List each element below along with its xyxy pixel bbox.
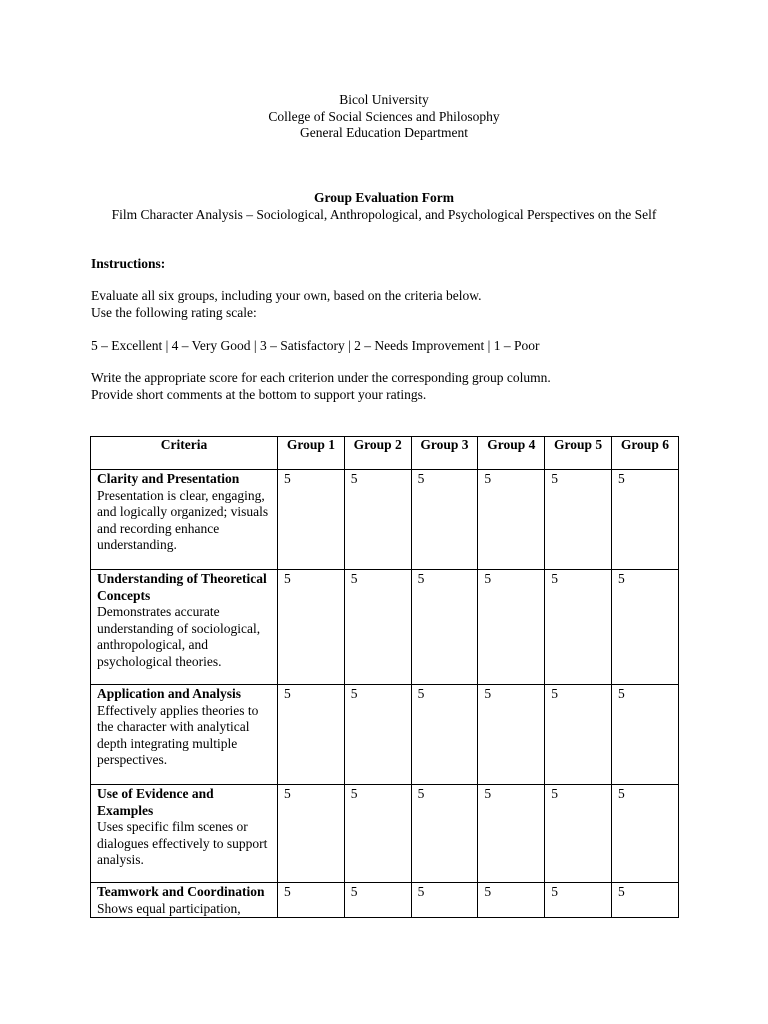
header-group-3: Group 3	[411, 437, 478, 470]
criterion-cell	[91, 883, 278, 918]
score-cell[interactable]: 5	[278, 470, 345, 570]
score-cell[interactable]: 5	[545, 785, 612, 883]
instructions-heading: Instructions:	[91, 256, 166, 271]
criterion-cell	[91, 570, 278, 685]
criterion-description: Presentation is clear, engaging, and logically organized; visuals and recording enhance understanding.	[97, 487, 269, 552]
header-criteria: Criteria	[91, 437, 278, 470]
score-cell[interactable]: 5	[545, 883, 612, 918]
criterion-title: Application and Analysis	[97, 686, 242, 701]
college-name: College of Social Sciences and Philosophy	[268, 108, 500, 124]
score-cell[interactable]: 5	[611, 785, 678, 883]
header-group-4: Group 4	[478, 437, 545, 470]
score-cell[interactable]: 5	[344, 883, 411, 918]
score-cell[interactable]: 5	[545, 470, 612, 570]
score-cell[interactable]: 5	[344, 570, 411, 685]
score-cell[interactable]: 5	[344, 470, 411, 570]
score-cell[interactable]: 5	[611, 883, 678, 918]
instructions-line-2: Use the following rating scale:	[91, 304, 257, 320]
criterion-title: Teamwork and Coordination	[97, 884, 265, 899]
table-header-row	[91, 437, 679, 470]
table-row	[91, 685, 679, 785]
header-group-1: Group 1	[278, 437, 345, 470]
score-cell[interactable]: 5	[478, 883, 545, 918]
criterion-description: Uses specific film scenes or dialogues effectively to support analysis.	[97, 819, 268, 867]
criterion-description: Demonstrates accurate understanding of sociological, anthropological, and psychological theories.	[97, 604, 261, 669]
header-group-6: Group 6	[611, 437, 678, 470]
table-row	[91, 570, 679, 685]
criterion-title: Use of Evidence and Examples	[97, 786, 214, 818]
instructions-line-1: Evaluate all six groups, including your own, based on the criteria below.	[91, 288, 482, 303]
criterion-cell	[91, 785, 278, 883]
instructions-line-4: Provide short comments at the bottom to support your ratings.	[91, 386, 427, 402]
score-cell[interactable]: 5	[411, 883, 478, 918]
table-row	[91, 785, 679, 883]
score-cell[interactable]: 5	[545, 570, 612, 685]
form-subtitle: Film Character Analysis – Sociological, Anthropological, and Psychological Perspectives on the Self	[111, 206, 657, 222]
criterion-title: Clarity and Presentation	[97, 471, 240, 486]
instructions-paragraph-2	[91, 370, 551, 403]
score-cell[interactable]: 5	[278, 570, 345, 685]
institution-header	[0, 92, 768, 142]
form-heading	[0, 190, 768, 223]
score-cell[interactable]: 5	[478, 470, 545, 570]
score-cell[interactable]: 5	[478, 570, 545, 685]
criterion-cell	[91, 470, 278, 570]
evaluation-table	[90, 436, 679, 918]
score-cell[interactable]: 5	[344, 785, 411, 883]
criterion-description: Shows equal participation,	[97, 900, 241, 916]
score-cell[interactable]: 5	[611, 570, 678, 685]
criterion-title: Understanding of Theoretical Concepts	[97, 571, 267, 603]
score-cell[interactable]: 5	[411, 785, 478, 883]
score-cell[interactable]: 5	[411, 685, 478, 785]
university-name: Bicol University	[339, 92, 429, 107]
score-cell[interactable]: 5	[478, 685, 545, 785]
instructions-line-3: Write the appropriate score for each criterion under the corresponding group column.	[91, 370, 551, 385]
table-row	[91, 883, 679, 918]
score-cell[interactable]: 5	[278, 883, 345, 918]
score-cell[interactable]: 5	[278, 685, 345, 785]
department-name: General Education Department	[300, 125, 468, 140]
score-cell[interactable]: 5	[278, 785, 345, 883]
criterion-description: Effectively applies theories to the character with analytical depth integrating multiple perspectives.	[97, 702, 259, 767]
form-title: Group Evaluation Form	[313, 190, 455, 205]
header-group-2: Group 2	[344, 437, 411, 470]
header-group-5: Group 5	[545, 437, 612, 470]
rating-scale: 5 – Excellent | 4 – Very Good | 3 – Satisfactory | 2 – Needs Improvement | 1 – Poor	[91, 338, 540, 353]
criterion-cell	[91, 685, 278, 785]
score-cell[interactable]: 5	[411, 470, 478, 570]
score-cell[interactable]: 5	[545, 685, 612, 785]
score-cell[interactable]: 5	[611, 470, 678, 570]
score-cell[interactable]: 5	[478, 785, 545, 883]
instructions-paragraph-1	[91, 288, 482, 321]
score-cell[interactable]: 5	[611, 685, 678, 785]
score-cell[interactable]: 5	[344, 685, 411, 785]
score-cell[interactable]: 5	[411, 570, 478, 685]
table-row	[91, 470, 679, 570]
